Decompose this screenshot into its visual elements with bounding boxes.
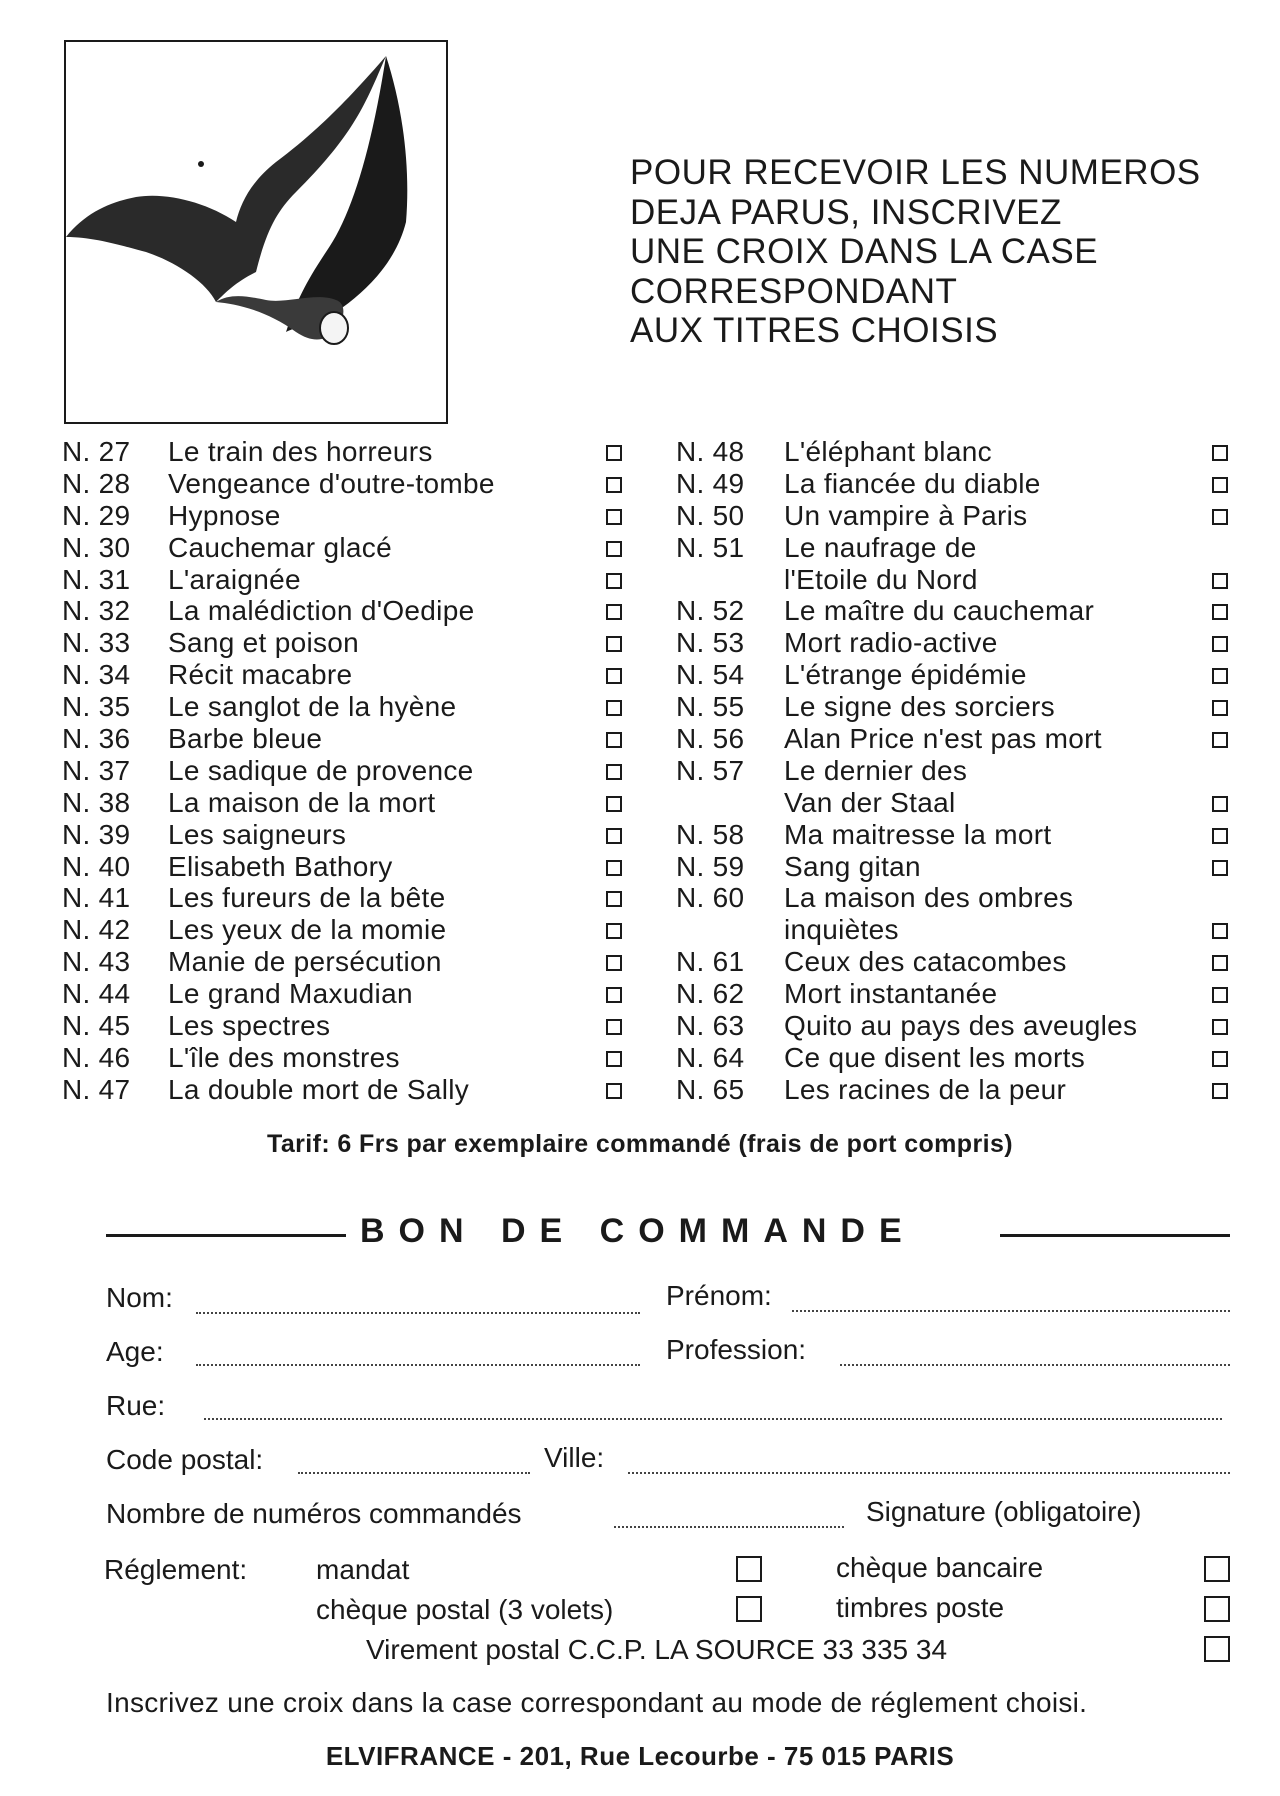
issue-title: Le dernier des [784, 754, 968, 786]
payment-instruction: Inscrivez une croix dans la case correspondant au mode de réglement choisi. [106, 1687, 1088, 1718]
virement-label: Virement postal C.C.P. LA SOURCE 33 335 34 [366, 1634, 948, 1665]
issue-row [62, 468, 634, 500]
issue-row [62, 1010, 634, 1042]
issue-row [676, 500, 1240, 532]
issue-row [676, 882, 1240, 914]
issue-checkbox[interactable] [1212, 732, 1228, 748]
issue-title: Mort instantanée [784, 978, 998, 1010]
issue-number: N. 39 [62, 818, 131, 850]
issue-checkbox[interactable] [1212, 828, 1228, 844]
issue-checkbox[interactable] [1212, 1051, 1228, 1067]
issue-row [62, 787, 634, 819]
issue-checkbox[interactable] [1212, 573, 1228, 589]
issue-checkbox[interactable] [1212, 1019, 1228, 1035]
timbres-label: timbres poste [836, 1592, 1005, 1623]
issue-row [676, 914, 1240, 946]
issue-number: N. 60 [676, 882, 745, 914]
issue-number: N. 47 [62, 1073, 131, 1105]
issue-title: Un vampire à Paris [784, 499, 1028, 531]
issue-row [62, 436, 634, 468]
issue-number: N. 54 [676, 659, 745, 691]
cheque-bancaire-checkbox[interactable] [1204, 1556, 1230, 1582]
issue-title: Les spectres [168, 1010, 331, 1042]
issue-checkbox[interactable] [1212, 668, 1228, 684]
issue-number: N. 43 [62, 946, 131, 978]
issue-row [676, 691, 1240, 723]
issue-title: L'étrange épidémie [784, 659, 1027, 691]
issue-checkbox[interactable] [1212, 509, 1228, 525]
issue-row [676, 946, 1240, 978]
issue-row [676, 627, 1240, 659]
issue-row [676, 819, 1240, 851]
mandat-checkbox[interactable] [736, 1556, 762, 1582]
heading-rule-right [1000, 1234, 1230, 1237]
issue-row [676, 787, 1240, 819]
issue-checkbox[interactable] [606, 764, 622, 780]
issue-checkbox[interactable] [1212, 477, 1228, 493]
issue-row [676, 851, 1240, 883]
issue-row [62, 882, 634, 914]
cheque-postal-checkbox[interactable] [736, 1596, 762, 1622]
signature-label: Signature (obligatoire) [866, 1496, 1142, 1527]
issue-row [62, 914, 634, 946]
mandat-label: mandat [316, 1554, 410, 1585]
issue-number: N. 48 [676, 436, 745, 467]
publisher-address: ELVIFRANCE - 201, Rue Lecourbe - 75 015 PARIS [325, 1741, 955, 1771]
issue-title: Alan Price n'est pas mort [784, 723, 1102, 755]
issue-checkbox[interactable] [606, 573, 622, 589]
issue-title: inquiètes [784, 914, 899, 946]
issue-row [62, 659, 634, 691]
intro-line: DEJA PARUS, INSCRIVEZ [630, 192, 1062, 232]
issue-title: La double mort de Sally [168, 1073, 470, 1105]
nombre-field[interactable] [614, 1526, 844, 1528]
heading-rule-left [106, 1234, 346, 1237]
issue-checkbox[interactable] [606, 923, 622, 939]
issue-number: N. 52 [676, 595, 745, 627]
issue-title: Elisabeth Bathory [168, 850, 393, 882]
issue-row [676, 595, 1240, 627]
issue-checkbox[interactable] [1212, 860, 1228, 876]
issue-checkbox[interactable] [606, 700, 622, 716]
issue-checkbox[interactable] [606, 891, 622, 907]
bat-illustration [64, 40, 448, 424]
issue-title: L'éléphant blanc [784, 436, 992, 467]
intro-text [630, 153, 1250, 351]
profession-field[interactable] [840, 1364, 1230, 1366]
rue-field[interactable] [204, 1418, 1222, 1420]
issue-checkbox[interactable] [606, 1051, 622, 1067]
issue-checkbox[interactable] [606, 445, 622, 461]
issue-row [676, 1042, 1240, 1074]
issue-title: Le signe des sorciers [784, 691, 1055, 723]
intro-line: POUR RECEVOIR LES NUMEROS [630, 153, 1201, 192]
timbres-checkbox[interactable] [1204, 1596, 1230, 1622]
issue-checkbox[interactable] [1212, 796, 1228, 812]
issue-list-left [62, 436, 634, 1106]
issue-number: N. 27 [62, 436, 131, 467]
issue-title: Mort radio-active [784, 627, 998, 659]
issue-number: N. 49 [676, 467, 745, 499]
issue-number: N. 34 [62, 659, 131, 691]
price-note: Tarif: 6 Frs par exemplaire commandé (frais de port compris) [267, 1130, 1013, 1158]
intro-line: AUX TITRES CHOISIS [630, 311, 999, 350]
issue-row [676, 532, 1240, 564]
issue-number: N. 50 [676, 499, 745, 531]
issue-checkbox[interactable] [606, 636, 622, 652]
issue-title: Sang gitan [784, 850, 921, 882]
nombre-label: Nombre de numéros commandés [106, 1498, 522, 1529]
prenom-field[interactable] [792, 1310, 1230, 1312]
virement-checkbox[interactable] [1204, 1636, 1230, 1662]
issue-number: N. 46 [62, 1041, 131, 1073]
rue-label: Rue: [106, 1390, 166, 1421]
ville-label: Ville: [544, 1442, 605, 1473]
issue-number: N. 33 [62, 627, 131, 659]
issue-row [62, 500, 634, 532]
issue-number: N. 35 [62, 691, 131, 723]
issue-checkbox[interactable] [606, 668, 622, 684]
issue-row [62, 691, 634, 723]
issue-title: Le grand Maxudian [168, 978, 413, 1010]
issue-number: N. 57 [676, 754, 745, 786]
issue-title: Vengeance d'outre-tombe [168, 467, 495, 499]
issue-title: Le naufrage de [784, 531, 977, 563]
issue-title: Le sadique de provence [168, 754, 474, 786]
issue-checkbox[interactable] [1212, 923, 1228, 939]
issue-title: Les racines de la peur [784, 1073, 1067, 1105]
issue-row [676, 564, 1240, 596]
issue-title: La malédiction d'Oedipe [168, 595, 475, 627]
issue-number: N. 51 [676, 531, 745, 563]
issue-number: N. 28 [62, 467, 131, 499]
nom-label: Nom: [106, 1282, 173, 1313]
nom-field[interactable] [196, 1312, 640, 1314]
code-postal-field[interactable] [298, 1472, 530, 1474]
issue-row [62, 978, 634, 1010]
issue-title: Les saigneurs [168, 818, 347, 850]
issue-row [62, 627, 634, 659]
issue-checkbox[interactable] [606, 541, 622, 557]
issue-checkbox[interactable] [606, 477, 622, 493]
issue-row [62, 532, 634, 564]
issue-number: N. 42 [62, 914, 131, 946]
bat-icon [66, 42, 450, 426]
issue-row [62, 851, 634, 883]
issue-checkbox[interactable] [606, 509, 622, 525]
issue-row [62, 1042, 634, 1074]
issue-checkbox[interactable] [1212, 445, 1228, 461]
issue-row [676, 755, 1240, 787]
issue-row [676, 1010, 1240, 1042]
issue-checkbox[interactable] [1212, 987, 1228, 1003]
issue-checkbox[interactable] [606, 987, 622, 1003]
issue-title: Ce que disent les morts [784, 1041, 1086, 1073]
issue-row [62, 946, 634, 978]
issue-number: N. 59 [676, 850, 745, 882]
prenom-label: Prénom: [666, 1280, 772, 1311]
cheque-postal-label: chèque postal (3 volets) [316, 1594, 614, 1625]
issue-number: N. 55 [676, 691, 745, 723]
issue-number: N. 63 [676, 1010, 745, 1042]
issue-number: N. 30 [62, 531, 131, 563]
issue-number: N. 32 [62, 595, 131, 627]
issue-title: La maison de la mort [168, 786, 436, 818]
issue-title: La fiancée du diable [784, 467, 1041, 499]
issue-number: N. 29 [62, 499, 131, 531]
issue-title: l'Etoile du Nord [784, 563, 978, 595]
issue-title: Sang et poison [168, 627, 360, 659]
issue-row [62, 1074, 634, 1106]
issue-title: Le sanglot de la hyène [168, 691, 457, 723]
issue-title: La maison des ombres [784, 882, 1074, 914]
issue-title: Barbe bleue [168, 723, 323, 755]
intro-line: UNE CROIX DANS LA CASE [630, 232, 1099, 271]
issue-title: Le train des horreurs [168, 436, 433, 467]
issue-row [676, 468, 1240, 500]
issue-title: Les fureurs de la bête [168, 882, 446, 914]
issue-checkbox[interactable] [606, 732, 622, 748]
age-label: Age: [106, 1336, 164, 1367]
issue-title: Ceux des catacombes [784, 946, 1067, 978]
issue-row [676, 436, 1240, 468]
issue-title: Cauchemar glacé [168, 531, 392, 563]
issue-title: L'île des monstres [168, 1041, 400, 1073]
issue-title: L'araignée [168, 563, 301, 595]
issue-number: N. 38 [62, 786, 131, 818]
issue-number: N. 36 [62, 723, 131, 755]
issue-checkbox[interactable] [606, 828, 622, 844]
issue-number: N. 31 [62, 563, 131, 595]
issue-checkbox[interactable] [606, 1083, 622, 1099]
issue-number: N. 65 [676, 1073, 745, 1105]
issue-title: Hypnose [168, 499, 281, 531]
issue-row [62, 819, 634, 851]
issue-checkbox[interactable] [1212, 955, 1228, 971]
issue-number: N. 53 [676, 627, 745, 659]
issue-number: N. 64 [676, 1041, 745, 1073]
profession-label: Profession: [666, 1334, 807, 1365]
issue-checkbox[interactable] [1212, 604, 1228, 620]
issue-checkbox[interactable] [1212, 700, 1228, 716]
issue-number: N. 41 [62, 882, 131, 914]
issue-row [62, 723, 634, 755]
issue-number: N. 61 [676, 946, 745, 978]
issue-row [62, 595, 634, 627]
issue-number: N. 40 [62, 850, 131, 882]
payment-label: Réglement: [104, 1554, 248, 1585]
issue-row [62, 564, 634, 596]
issue-title: Le maître du cauchemar [784, 595, 1095, 627]
issue-checkbox[interactable] [606, 604, 622, 620]
issue-number: N. 56 [676, 723, 745, 755]
issue-row [676, 659, 1240, 691]
issue-number: N. 45 [62, 1010, 131, 1042]
issue-checkbox[interactable] [1212, 636, 1228, 652]
age-field[interactable] [196, 1364, 640, 1366]
issue-number: N. 62 [676, 978, 745, 1010]
issue-list-right [676, 436, 1240, 1106]
issue-checkbox[interactable] [606, 796, 622, 812]
issue-checkbox[interactable] [606, 860, 622, 876]
ville-field[interactable] [628, 1472, 1230, 1474]
cheque-bancaire-label: chèque bancaire [836, 1552, 1044, 1583]
issue-title: Récit macabre [168, 659, 353, 691]
issue-number: N. 44 [62, 978, 131, 1010]
issue-title: Manie de persécution [168, 946, 442, 978]
code-postal-label: Code postal: [106, 1444, 264, 1475]
order-form-heading: BON DE COMMANDE [360, 1212, 916, 1250]
issue-number: N. 58 [676, 818, 745, 850]
intro-line: CORRESPONDANT [630, 271, 958, 311]
issue-row [676, 978, 1240, 1010]
issue-checkbox[interactable] [606, 1019, 622, 1035]
issue-row [62, 755, 634, 787]
issue-checkbox[interactable] [1212, 1083, 1228, 1099]
issue-checkbox[interactable] [606, 955, 622, 971]
issue-number: N. 37 [62, 754, 131, 786]
issue-title: Van der Staal [784, 786, 956, 818]
issue-row [676, 723, 1240, 755]
issue-title: Quito au pays des aveugles [784, 1010, 1138, 1042]
issue-row [676, 1074, 1240, 1106]
issue-title: Ma maitresse la mort [784, 818, 1052, 850]
issue-title: Les yeux de la momie [168, 914, 447, 946]
